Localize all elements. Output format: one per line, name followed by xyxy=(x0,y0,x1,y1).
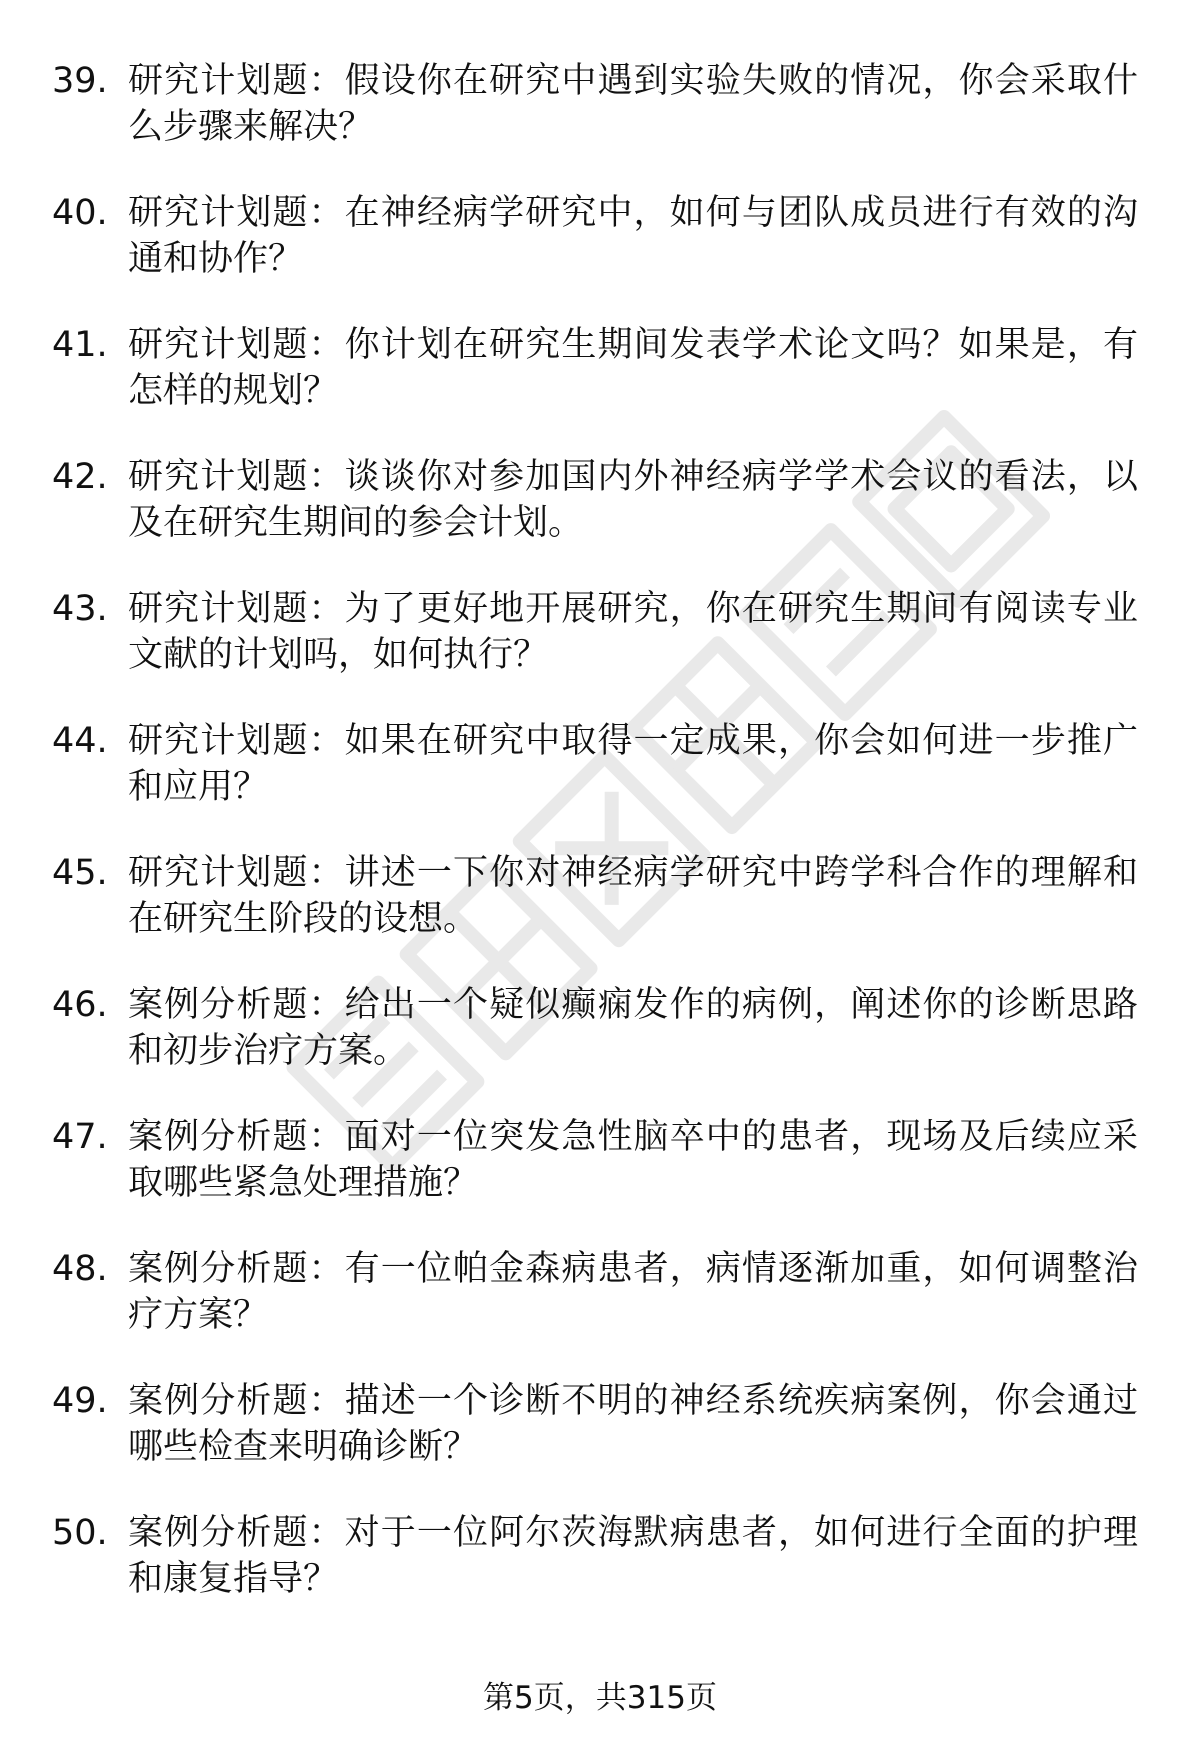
question-text: 研究计划题：如果在研究中取得一定成果，你会如何进一步推广和应用？ xyxy=(128,721,1138,807)
question-text: 案例分析题：给出一个疑似癫痫发作的病例，阐述你的诊断思路和初步治疗方案。 xyxy=(128,985,1138,1071)
page-footer xyxy=(0,1678,1200,1718)
question-list xyxy=(0,58,1200,1642)
page-number-text: 第5页，共315页 xyxy=(483,1680,717,1716)
question-text: 研究计划题：讲述一下你对神经病学研究中跨学科合作的理解和在研究生阶段的设想。 xyxy=(128,853,1138,939)
question-item-45 xyxy=(0,850,1200,982)
question-number: 49. xyxy=(52,1381,108,1421)
question-item-42 xyxy=(0,454,1200,586)
question-item-39 xyxy=(0,58,1200,190)
question-text: 案例分析题：对于一位阿尔茨海默病患者，如何进行全面的护理和康复指导？ xyxy=(128,1513,1138,1599)
question-text: 研究计划题：你计划在研究生期间发表学术论文吗？如果是，有怎样的规划？ xyxy=(128,325,1138,411)
question-item-43 xyxy=(0,586,1200,718)
question-text: 研究计划题：在神经病学研究中，如何与团队成员进行有效的沟通和协作？ xyxy=(128,193,1138,279)
question-number: 47. xyxy=(52,1117,108,1157)
question-item-46 xyxy=(0,982,1200,1114)
question-number: 39. xyxy=(52,61,108,101)
question-number: 43. xyxy=(52,589,108,629)
question-number: 42. xyxy=(52,457,108,497)
question-text: 案例分析题：描述一个诊断不明的神经系统疾病案例，你会通过哪些检查来明确诊断？ xyxy=(128,1381,1138,1467)
question-text: 研究计划题：假设你在研究中遇到实验失败的情况，你会采取什么步骤来解决？ xyxy=(128,61,1138,147)
question-item-50 xyxy=(0,1510,1200,1642)
question-number: 40. xyxy=(52,193,108,233)
question-number: 50. xyxy=(52,1513,108,1553)
question-text: 研究计划题：为了更好地开展研究，你在研究生期间有阅读专业文献的计划吗，如何执行？ xyxy=(128,589,1138,675)
question-number: 46. xyxy=(52,985,108,1025)
question-item-40 xyxy=(0,190,1200,322)
question-item-49 xyxy=(0,1378,1200,1510)
question-number: 45. xyxy=(52,853,108,893)
question-item-47 xyxy=(0,1114,1200,1246)
question-item-44 xyxy=(0,718,1200,850)
question-text: 案例分析题：面对一位突发急性脑卒中的患者，现场及后续应采取哪些紧急处理措施？ xyxy=(128,1117,1138,1203)
question-number: 41. xyxy=(52,325,108,365)
question-text: 研究计划题：谈谈你对参加国内外神经病学学术会议的看法，以及在研究生期间的参会计划。 xyxy=(128,457,1138,543)
question-number: 48. xyxy=(52,1249,108,1289)
question-item-48 xyxy=(0,1246,1200,1378)
question-text: 案例分析题：有一位帕金森病患者，病情逐渐加重，如何调整治疗方案？ xyxy=(128,1249,1138,1335)
question-item-41 xyxy=(0,322,1200,454)
question-number: 44. xyxy=(52,721,108,761)
